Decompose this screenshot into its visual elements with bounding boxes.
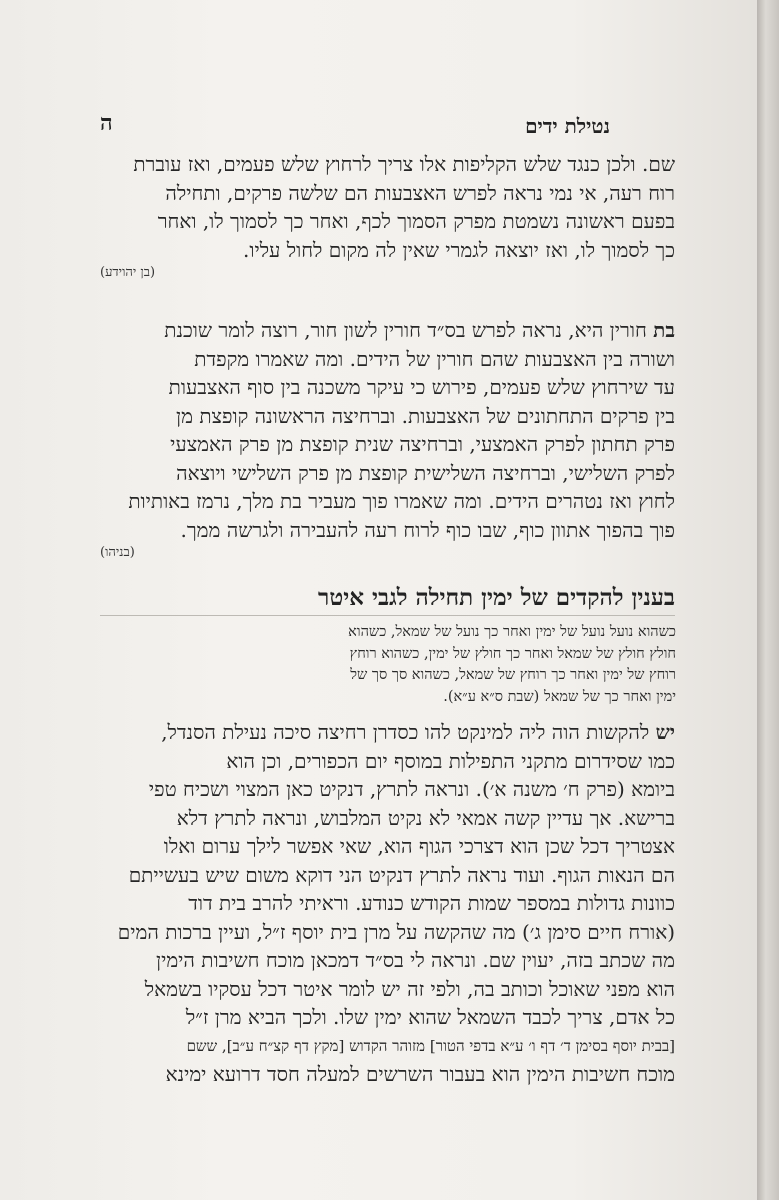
- text-line: ושורה בין האצבעות שהם חורין של הידים. ומה שאמרו מקפדת: [194, 346, 675, 371]
- text-line: לחוץ ואז נטהרים הידים. ומה שאמרו פוך מעביר בת מלך, נרמז באותיות: [128, 489, 675, 513]
- text-line: [בבית יוסף בסימן ד׳ דף ו׳ ע״א בדפי הטור] מזוהר הקדוש [מקץ דף קצ״ח ע״ב], ששם: [186, 1036, 675, 1055]
- text-line: כמו שסידרום מתקני התפילות במוסף יום הכפורים, וכן הוא: [226, 748, 675, 773]
- page-number: ה: [100, 110, 113, 136]
- text-line: רוח רעה, אי נמי נראה לפרש האצבעות הם שלשה פרקים, ותחילה: [165, 180, 675, 205]
- text-line: הם הנאות הגוף. ועוד נראה לתרץ דנקיט הני דוקא משום שיש בעשייתם: [128, 862, 675, 887]
- quoted-source: [128, 622, 676, 708]
- text-line: בפעם ראשונה נשמטת מפרק הסמוך לכף, ואחר כך לסמוך לו, ואחר: [157, 209, 675, 233]
- text-line: פוך בהפוך אתוון כוף, שבו כוף לרוח רעה להעבירה ולגרשה ממך.: [180, 517, 675, 542]
- paragraph-3: [100, 718, 675, 1089]
- text-line: כך לסמוך לו, ואז יוצאה לגמרי שאין לה מקום לחול עליו.: [242, 237, 675, 262]
- quote-line: רוחץ של ימין ואחר כך רוחץ של שמאל, כשהוא סך סך של: [350, 667, 676, 683]
- text-line: מה שכתב בזה, יעוין שם. ונראה לי בס״ד דמכאן מוכח חשיבות הימין: [155, 948, 675, 972]
- text-line: עד שירחוץ שלש פעמים, פירוש כי עיקר משכנה בין סוף האצבעות: [168, 375, 675, 399]
- source-citation: (בן יהוידע): [100, 265, 156, 280]
- quote-line: חולץ חולץ של שמאל ואחר כך חולץ של ימין, כשהוא רוחץ: [349, 645, 676, 662]
- text-line: פרק תחתון לפרק האמצעי, וברחיצה שנית קופצת מן פרק האמצעי: [170, 432, 675, 456]
- text-line: בין פרקים התחתונים של האצבעות. וברחיצה הראשונה קופצת מן: [176, 403, 675, 428]
- quote-line: כשהוא נועל נועל של ימין ואחר כך נועל של שמאל, כשהוא: [348, 624, 676, 640]
- text-line: אצטריך דכל שכן הוא דצרכי הגוף הוא, שאי אפשר לילך ערום ואלו: [163, 834, 675, 858]
- lead-word: בת: [653, 318, 675, 342]
- header-title: נטילת ידים: [525, 114, 610, 138]
- text-line: הוא מפני שאוכל וכותב בה, ולפי זה יש לומר איטר דכל עסקיו בשמאל: [144, 976, 675, 1001]
- divider: [100, 615, 675, 616]
- paragraph-2: [100, 316, 675, 560]
- text-line: כל אדם, צריך לכבד השמאל שהוא ימין שלו. ולכך הביא מרן ז״ל: [185, 1005, 675, 1029]
- text-line-content: חורין היא, נראה לפרש בס״ד חורין לשון חור, רוצה לומר שוכנת: [164, 318, 647, 342]
- text-line: ביומא (פרק ח׳ משנה א׳). ונראה לתרץ, דנקיט כאן המצוי ושכיח טפי: [148, 777, 675, 801]
- quote-line: ימין ואחר כך של שמאל (שבת ס״א ע״א).: [443, 688, 676, 705]
- section-heading: בענין להקדים של ימין תחילה לגבי איטר: [318, 584, 675, 611]
- running-header: [100, 110, 670, 140]
- paragraph-1: [100, 150, 675, 280]
- text-line: לפרק השלישי, וברחיצה השלישית קופצת מן פרק השלישי ויוצאה: [176, 460, 675, 485]
- source-citation: (בניהו): [100, 545, 135, 560]
- page-edge: [757, 0, 779, 1200]
- text-line: מוכח חשיבות הימין הוא בעבור השרשים למעלה חסד דרועא ימינא: [165, 1062, 675, 1086]
- lead-word: יש: [655, 720, 675, 744]
- text-line: [100, 718, 675, 747]
- text-line: [100, 316, 675, 345]
- text-line: שם. ולכן כנגד שלש הקליפות אלו צריך לרחוץ שלש פעמים, ואז עוברת: [133, 152, 675, 176]
- text-line: ברישא. אך עדיין קשה אמאי לא נקיט המלבוש, ונראה לתרץ דלא: [176, 805, 675, 830]
- text-line: (אורח חיים סימן ג׳) מה שהקשה על מרן בית יוסף ז״ל, ועיין ברכות המים: [117, 919, 675, 944]
- text-line-content: להקשות הוה ליה למינקט להו כסדרן רחיצה סיכה נעילת הסנדל,: [161, 720, 650, 744]
- text-line: כוונות גדולות במספר שמות הקודש כנודע. וראיתי להרב בית דוד: [188, 891, 675, 915]
